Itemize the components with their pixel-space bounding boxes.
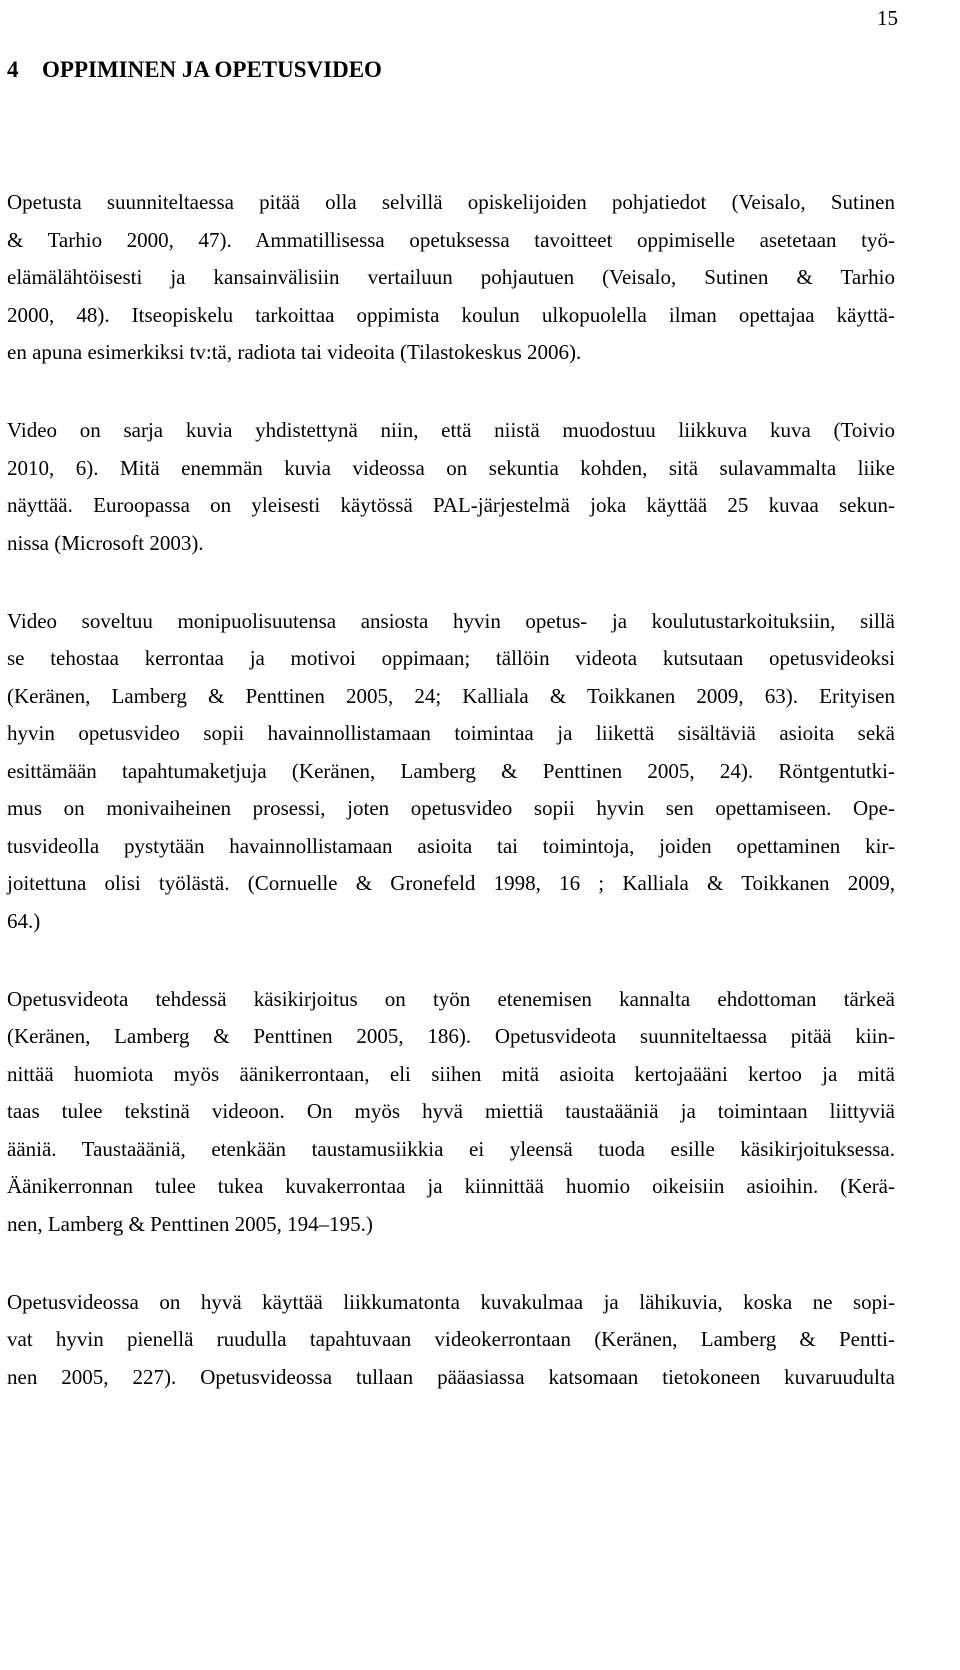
text-line: 2000, 48). Itseopiskelu tarkoittaa oppimista koulun ulkopuolella ilman opettajaa käyttä- xyxy=(7,302,895,327)
text-line: mus on monivaiheinen prosessi, joten opetusvideo sopii hyvin sen opettamiseen. Ope- xyxy=(7,796,895,820)
chapter-heading xyxy=(7,56,382,84)
body-text xyxy=(7,184,895,1437)
paragraph xyxy=(7,1284,895,1397)
text-line: hyvin opetusvideo sopii havainnollistamaan toimintaa ja liikettä sisältäviä asioita sekä xyxy=(7,721,895,745)
text-line: Opetusta suunniteltaessa pitää olla selvillä opiskelijoiden pohjatiedot (Veisalo, Sutinen xyxy=(7,190,895,214)
text-line: Opetusvideossa on hyvä käyttää liikkumatonta kuvakulmaa ja lähikuvia, koska ne sopi- xyxy=(7,1289,895,1314)
text-line: Video soveltuu monipuolisuutensa ansiosta hyvin opetus- ja koulutustarkoituksiin, sillä xyxy=(7,608,895,633)
paragraph xyxy=(7,981,895,1244)
text-line: tusvideolla pystytään havainnollistamaan asioita tai toimintoja, joiden opettaminen kir- xyxy=(7,833,895,858)
text-line: se tehostaa kerrontaa ja motivoi oppimaan; tällöin videota kutsutaan opetusvideoksi xyxy=(7,646,895,670)
text-line: 64.) xyxy=(7,908,41,933)
text-line: vat hyvin pienellä ruudulla tapahtuvaan videokerrontaan (Keränen, Lamberg & Pentti- xyxy=(7,1327,895,1351)
paragraph xyxy=(7,184,895,372)
text-line: nen, Lamberg & Penttinen 2005, 194–195.) xyxy=(7,1211,373,1236)
text-line: 2010, 6). Mitä enemmän kuvia videossa on sekuntia kohden, sitä sulavammalta liike xyxy=(7,455,895,480)
text-line: Opetusvideota tehdessä käsikirjoitus on työn etenemisen kannalta ehdottoman tärkeä xyxy=(7,986,895,1011)
text-line: nissa (Microsoft 2003). xyxy=(7,530,204,555)
text-line: joitettuna olisi työlästä. (Cornuelle & Gronefeld 1998, 16 ; Kalliala & Toikkanen 2009, xyxy=(7,871,895,895)
text-line: taas tulee tekstinä videoon. On myös hyvä miettiä taustaääniä ja toimintaan liittyviä xyxy=(7,1099,895,1123)
text-line: ääniä. Taustaääniä, etenkään taustamusiikkia ei yleensä tuoda esille käsikirjoituksessa. xyxy=(7,1136,895,1161)
text-line: (Keränen, Lamberg & Penttinen 2005, 186). Opetusvideota suunniteltaessa pitää kiin- xyxy=(7,1024,895,1048)
text-line: näyttää. Euroopassa on yleisesti käytössä PAL-järjestelmä joka käyttää 25 kuvaa sekun- xyxy=(7,493,895,517)
text-line: nittää huomiota myös äänikerrontaan, eli siihen mitä asioita kertojaääni kertoo ja mitä xyxy=(7,1061,895,1086)
text-line: Video on sarja kuvia yhdistettynä niin, että niistä muodostuu liikkuva kuva (Toivio xyxy=(7,418,895,442)
text-line: en apuna esimerkiksi tv:tä, radiota tai videoita (Tilastokeskus 2006). xyxy=(7,340,582,364)
paragraph xyxy=(7,603,895,941)
text-line: (Keränen, Lamberg & Penttinen 2005, 24; Kalliala & Toikkanen 2009, 63). Erityisen xyxy=(7,683,895,708)
text-line: elämälähtöisesti ja kansainvälisiin vertailuun pohjautuen (Veisalo, Sutinen & Tarhio xyxy=(7,265,895,289)
paragraph xyxy=(7,412,895,562)
text-line: nen 2005, 227). Opetusvideossa tullaan pääasiassa katsomaan tietokoneen kuvaruudulta xyxy=(7,1364,895,1389)
page-number: 15 xyxy=(877,6,898,30)
text-line: esittämään tapahtumaketjuja (Keränen, Lamberg & Penttinen 2005, 24). Röntgentutki- xyxy=(7,758,895,783)
text-line: Äänikerronnan tulee tukea kuvakerrontaa ja kiinnittää huomio oikeisiin asioihin. (Kerä- xyxy=(7,1174,895,1198)
text-line: & Tarhio 2000, 47). Ammatillisessa opetuksessa tavoitteet oppimiselle asetetaan työ- xyxy=(7,227,895,252)
chapter-number: 4 xyxy=(7,57,19,82)
chapter-title: OPPIMINEN JA OPETUSVIDEO xyxy=(42,57,382,82)
